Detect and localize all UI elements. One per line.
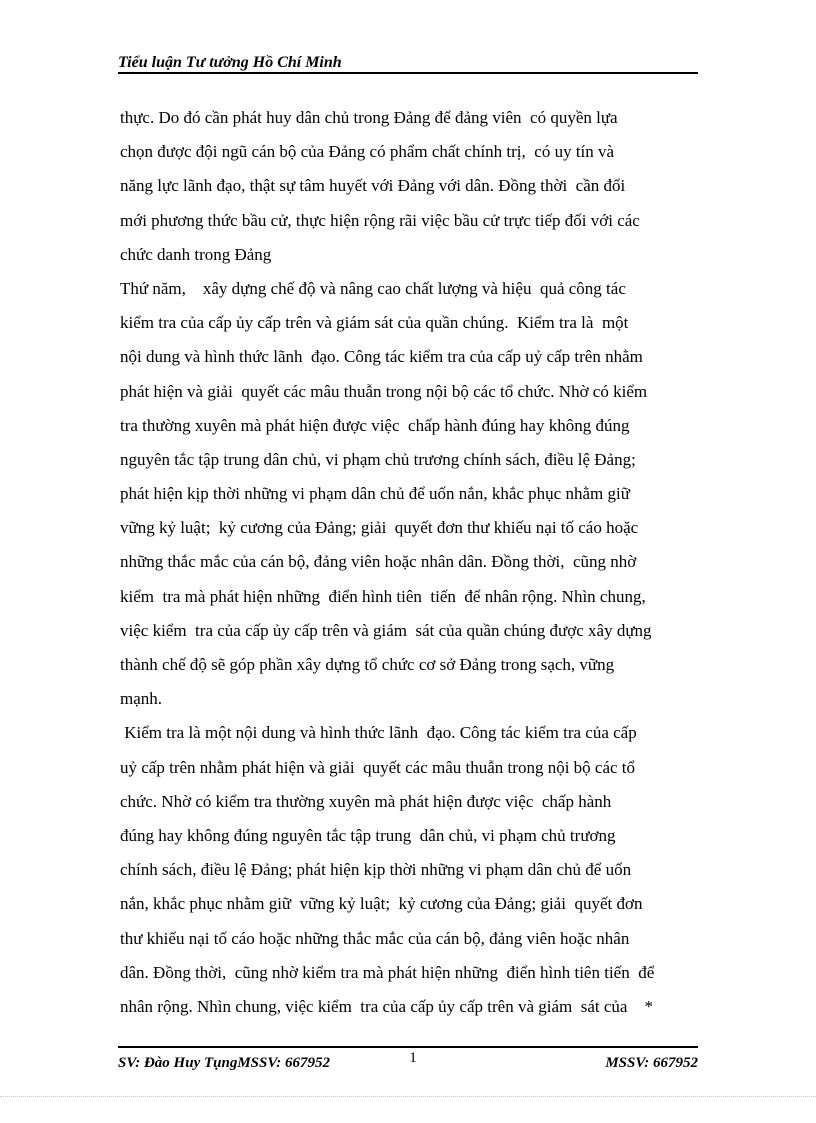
- text-line: chọn được đội ngũ cán bộ của Đảng có phẩm chất chính trị, có uy tín và: [120, 142, 615, 162]
- text-line: mới phương thức bầu cử, thực hiện rộng rãi việc bầu cử trực tiếp đối với các: [120, 210, 640, 230]
- text-line: năng lực lãnh đạo, thật sự tâm huyết với Đảng với dân. Đồng thời cần đổi: [120, 176, 626, 196]
- body-text: [120, 101, 700, 1024]
- text-line: Kiểm tra là một nội dung và hình thức lãnh đạo. Công tác kiểm tra của cấp: [120, 723, 637, 743]
- text-line: phát hiện kịp thời những vi phạm dân chủ để uốn nắn, khắc phục nhằm giữ: [120, 484, 630, 504]
- text-line: thành chế độ sẽ góp phần xây dựng tổ chức cơ sở Đảng trong sạch, vững: [120, 655, 615, 674]
- text-line: Thứ năm, xây dựng chế độ và nâng cao chất lượng và hiệu quả công tác: [120, 278, 626, 298]
- text-line: vững kỷ luật; kỷ cương của Đảng; giải quyết đơn thư khiếu nại tố cáo hoặc: [120, 518, 639, 538]
- text-line: nắn, khắc phục nhằm giữ vững kỷ luật; kỷ cương của Đảng; giải quyết đơn: [120, 894, 643, 914]
- footer-student-id: MSSV: 667952: [605, 1055, 698, 1071]
- text-line: đúng hay không đúng nguyên tắc tập trung dân chủ, vi phạm chủ trương: [120, 825, 616, 845]
- text-line: dân. Đồng thời, cũng nhờ kiểm tra mà phát hiện những điển hình tiên tiến để: [120, 962, 655, 982]
- text-line: mạnh.: [120, 689, 163, 709]
- text-line: thực. Do đó cần phát huy dân chủ trong Đảng để đảng viên có quyền lựa: [120, 108, 618, 127]
- text-line: chức danh trong Đảng: [120, 244, 272, 264]
- text-line: kiểm tra mà phát hiện những điển hình tiên tiến để nhân rộng. Nhìn chung,: [120, 586, 646, 606]
- page-header-title: Tiểu luận Tư tưởng Hồ Chí Minh: [118, 54, 342, 71]
- text-line: tra thường xuyên mà phát hiện được việc chấp hành đúng hay không đúng: [120, 415, 630, 435]
- text-line: việc kiểm tra của cấp ủy cấp trên và giám sát của quần chúng được xây dựng: [120, 620, 652, 640]
- text-line: những thắc mắc của cán bộ, đảng viên hoặc nhân dân. Đồng thời, cũng nhờ: [120, 552, 637, 572]
- text-line: chính sách, điều lệ Đảng; phát hiện kịp thời những vi phạm dân chủ để uốn: [120, 860, 632, 880]
- text-line: thư khiếu nại tố cáo hoặc những thắc mắc của cán bộ, đảng viên hoặc nhân: [120, 928, 630, 948]
- page-bottom-border: [0, 1096, 816, 1097]
- text-line: nhân rộng. Nhìn chung, việc kiểm tra của cấp ủy cấp trên và giám sát của *: [120, 996, 653, 1016]
- text-line: nội dung và hình thức lãnh đạo. Công tác kiểm tra của cấp uỷ cấp trên nhằm: [120, 347, 643, 367]
- text-line: uỷ cấp trên nhằm phát hiện và giải quyết các mâu thuẫn trong nội bộ các tổ: [120, 757, 636, 777]
- page-number: 1: [409, 1050, 417, 1066]
- text-line: kiểm tra của cấp ủy cấp trên và giám sát của quần chúng. Kiểm tra là một: [120, 313, 629, 333]
- text-line: chức. Nhờ có kiểm tra thường xuyên mà phát hiện được việc chấp hành: [120, 791, 612, 811]
- footer-student-info: SV: Đào Huy TụngMSSV: 667952: [118, 1055, 330, 1071]
- header-divider: [118, 72, 698, 74]
- text-line: phát hiện và giải quyết các mâu thuẫn trong nội bộ các tổ chức. Nhờ có kiểm: [120, 381, 648, 401]
- text-line: nguyên tắc tập trung dân chủ, vi phạm chủ trương chính sách, điều lệ Đảng;: [120, 449, 636, 469]
